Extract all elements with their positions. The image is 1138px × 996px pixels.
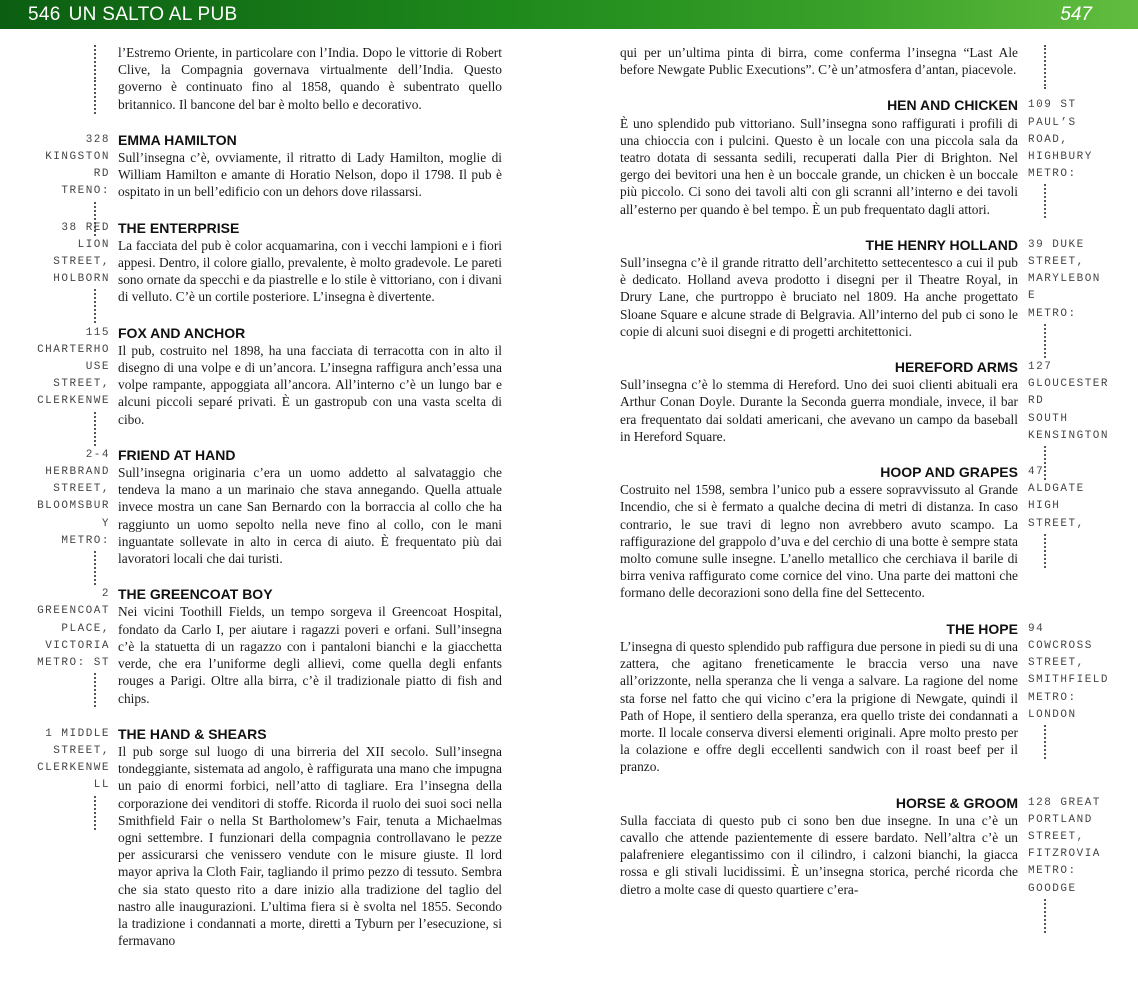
- address-line: 127: [1028, 361, 1053, 374]
- address-line: SOUTH: [1028, 412, 1069, 425]
- pub-entry: [0, 132, 520, 201]
- address-line: ALDGATE: [1028, 483, 1085, 496]
- intro-entry: [0, 44, 520, 113]
- address-line: RD: [93, 168, 110, 181]
- address-line: 2-4: [85, 448, 110, 461]
- pub-address: [0, 220, 110, 324]
- address-line: TRENO:: [61, 185, 110, 198]
- address-line: GREENCOAT: [37, 605, 110, 618]
- right-page: [620, 44, 1138, 898]
- address-line: E: [1028, 290, 1037, 303]
- pub-name: THE GREENCOAT BOY: [118, 586, 273, 603]
- pub-name: HEN AND CHICKEN: [887, 97, 1018, 114]
- address-line: BLOOMSBUR: [37, 500, 110, 513]
- address-line: STREET,: [1028, 256, 1085, 269]
- pub-address: [1028, 464, 1138, 568]
- pub-address: [1028, 237, 1138, 358]
- left-page-number: 546: [28, 4, 61, 25]
- address-line: 128 GREAT: [1028, 796, 1101, 809]
- address-line: METRO:: [1028, 691, 1077, 704]
- address-line: METRO:: [1028, 865, 1077, 878]
- address-line: 39 DUKE: [1028, 238, 1085, 251]
- dotted-rule: [1044, 45, 1046, 89]
- address-line: LL: [93, 779, 110, 792]
- address-line: LONDON: [1028, 708, 1077, 721]
- pub-description: È uno splendido pub vittoriano. Sull’insegna sono raffigurati i profili di una chioccia con i pulcini. Questo è un locale con una piccola sala da teatro dotata di sessanta sedili, recuperati dalla Pier di Brighton. Nel gergo dei bevitori una hen è un boccale grande, un chicken è un boccale più piccolo. Ci sono dei tavoli alti con gli scranni all’interno e dei tavoli all’esterno per quando è bel tempo. È un pub frequentato dagli attori.: [620, 115, 1018, 217]
- address-line: STREET,: [53, 378, 110, 391]
- entry-spacer: [620, 218, 1138, 237]
- pub-name: FRIEND AT HAND: [118, 446, 236, 463]
- address-line: 115: [85, 326, 110, 339]
- pub-entry: [0, 325, 520, 428]
- address-line: PLACE,: [61, 622, 110, 635]
- address-line: COWCROSS: [1028, 639, 1093, 652]
- intro-margin: [1028, 44, 1138, 89]
- address-line: 1 MIDDLE: [45, 727, 110, 740]
- address-line: METRO:: [1028, 168, 1077, 181]
- address-line: STREET,: [1028, 517, 1085, 530]
- address-line: HIGHBURY: [1028, 151, 1093, 164]
- pub-address: [1028, 621, 1138, 759]
- address-line: METRO:: [61, 534, 110, 547]
- pub-name: FOX AND ANCHOR: [118, 324, 246, 341]
- address-line: Y: [101, 517, 110, 530]
- pub-entry: [0, 586, 520, 706]
- pub-name: THE HENRY HOLLAND: [865, 236, 1018, 253]
- pub-description: L’insegna di questo splendido pub raffigura due persone in piedi su di una zattera, che agitano freneticamente le braccia verso una nave all’orizzonte, nella speranza che li venga a salvare. La ragione del nome sta forse nel fatto che qui vicino c’era la prigione di Newgate, quindi il Path of Hope, il sentiero della speranza, era quello triste dei condannati a morte. Il locale conserva diversi elementi originali. Apre molto presto per la colazione e offre degli eccellenti sandwich con il roast beef per il pranzo.: [620, 638, 1018, 775]
- pub-description: Costruito nel 1598, sembra l’unico pub a essere sopravvissuto al Grande Incendio, che si è fermato a qualche decina di metri di distanza. In caso contrario, le sue travi di legno non avrebbero avuto scampo. La raffigurazione del grappolo d’uva e del cerchio di una botte è sempre stata molto comune sulle insegne. L’anello metallico che cerchiava il barile di birra veniva raffigurato come cornice del vino. Una parte dei mattoni che formano delle decorazioni sono della fine del Settecento.: [620, 482, 1018, 601]
- address-line: STREET,: [1028, 830, 1085, 843]
- address-line: METRO: ST: [37, 657, 110, 670]
- address-line: CHARTERHO: [37, 343, 110, 356]
- address-line: METRO:: [1028, 307, 1077, 320]
- dotted-rule: [94, 45, 96, 79]
- address-line: CLERKENWE: [37, 395, 110, 408]
- pub-address: [0, 447, 110, 585]
- entry-spacer: [0, 707, 520, 726]
- left-running-head: [28, 4, 238, 26]
- address-line: SMITHFIELD: [1028, 674, 1110, 687]
- address-line: CLERKENWE: [37, 762, 110, 775]
- pub-address: [1028, 97, 1138, 218]
- address-line: VICTORIA: [45, 639, 110, 652]
- pub-name: THE HAND & SHEARS: [118, 725, 267, 742]
- pub-description: Sull’insegna originaria c’era un uomo addetto al salvataggio che tendeva la mano a un marinaio che stava annegando. Quella attuale invece mostra un cane San Bernardo con la borraccia al collo che ha raggiunto un uomo sepolto nella neve fino al collo, con le mani inguantate sollevate in alto in cerca di aiuto. È frequentato più dai lavoratori locali che dai turisti.: [118, 465, 502, 567]
- pub-entry: [620, 621, 1138, 776]
- address-line: HOLBORN: [53, 273, 110, 286]
- entry-spacer: [0, 113, 520, 132]
- pub-address: [1028, 795, 1138, 933]
- address-line: USE: [85, 361, 110, 374]
- address-line: PORTLAND: [1028, 813, 1093, 826]
- address-line: 47: [1028, 466, 1045, 479]
- address-line: 109 ST: [1028, 99, 1077, 112]
- address-line: 2: [101, 588, 110, 601]
- address-line: GOODGE: [1028, 882, 1077, 895]
- page-header-bar: [0, 0, 1138, 29]
- pub-description: Il pub, costruito nel 1898, ha una facciata di terracotta con in alto il disegno di una volpe e di un’ancora. L’insegna raffigura anch’essa una volpe rampante, appoggiata all’ancora. All’interno c’è un lungo bar e alcuni piccoli separé privati. È un gastropub con una vasta scelta di cibo.: [118, 342, 502, 427]
- address-line: 94: [1028, 622, 1045, 635]
- pub-entry: [0, 726, 520, 950]
- address-line: GLOUCESTER: [1028, 378, 1110, 391]
- right-page-number: 547: [1060, 4, 1092, 25]
- pub-entry: [620, 237, 1138, 340]
- pub-description: La facciata del pub è color acquamarina, con i vecchi lampioni e i fiori appesi. Dentro, il colore giallo, prevalente, è molto gradevole. Le pareti sono ornate da specchi e da piastrelle e lo stile è vittoriano, con i divani di velluto. C’è un cortile posteriore. L’insegna è divertente.: [118, 237, 502, 305]
- address-line: MARYLEBON: [1028, 273, 1101, 286]
- address-line: FITZROVIA: [1028, 848, 1101, 861]
- address-line: RD: [1028, 395, 1045, 408]
- dotted-rule: [94, 673, 96, 707]
- pub-entry: [620, 464, 1138, 602]
- address-line: STREET,: [53, 256, 110, 269]
- address-line: STREET,: [53, 744, 110, 757]
- dotted-rule: [94, 80, 96, 114]
- pub-name: HORSE & GROOM: [895, 794, 1018, 811]
- entry-spacer: [620, 602, 1138, 621]
- pub-description: Sull’insegna c’è, ovviamente, il ritratto di Lady Hamilton, moglie di William Hamilton e amante di Horatio Nelson, dopo il 1798. Il pub è ospitato in un bell’edificio con un dehors dove rilassarsi.: [118, 150, 502, 200]
- pub-description: Nei vicini Toothill Fields, un tempo sorgeva il Greencoat Hospital, fondato da Carlo I, per aiutare i ragazzi poveri e orfani. Sull’insegna c’è la statuetta di un ragazzo con i pantaloni bianchi e la giacchetta verde, che era l’uniforme degli allievi, come quella degli enfants rouges a Parigi. Oltre alla birra, c’è il tradizionale piatto di fish and chips.: [118, 604, 502, 706]
- pub-name: THE ENTERPRISE: [118, 219, 240, 236]
- pub-description: Il pub sorge sul luogo di una birreria del XII secolo. Sull’insegna tondeggiante, sistemata ad angolo, è raffigurata una mano che impugna un paio di enormi forbici, nell’atto di tagliare. Era l’insegna della corporazione dei venditori di stoffe. Ricorda il ruolo dei suoi soci nella Smithfield Fair o nella St Bartholomew’s Fair, tenuta a Michaelmas ogni settembre. I funzionari della compagnia controllavano le pezze per assicurarsi che venissero vendute con le misure giuste. Il lord mayor apriva la Cloth Fair, tagliando il primo pezzo di tessuto. Sembra che sia stato questo rito a dare inizio alla tradizione del taglio del nastro alle inaugurazioni. L’ultima fiera si è svolta nel 1855. Secondo la tradizione i condannati a morte, diretti a Tyburn per l’esecuzione, si fermavano: [118, 743, 502, 949]
- pub-address: [0, 726, 110, 830]
- pub-description: Sull’insegna c’è lo stemma di Hereford. Uno dei suoi clienti abituali era Arthur Conan Doyle. Durante la Seconda guerra mondiale, invece, il bar era frequentato dai soldati americani, che avevano un campo da baseball in Hereford Square.: [620, 377, 1018, 444]
- pub-name: THE HOPE: [946, 620, 1018, 637]
- chapter-title: UN SALTO AL PUB: [68, 4, 238, 25]
- pub-address: [1028, 359, 1138, 480]
- dotted-rule: [94, 796, 96, 830]
- pub-entry: [620, 359, 1138, 445]
- pub-description: Sull’insegna c’è il grande ritratto dell’architetto settecentesco a cui il pub è dedicato. Holland aveva prodotto i disegni per il Theatre Royal, in Drury Lane, che purtroppo è bruciato nel 1809. Ha anche progettato Sloane Square e alcune strade di Belgravia. All’interno del pub ci sono le copie di alcuni suoi disegni e di progetti architettonici.: [620, 255, 1018, 339]
- address-line: KENSINGTON: [1028, 429, 1110, 442]
- pub-address: [0, 586, 110, 707]
- pub-entry: [0, 220, 520, 306]
- dotted-rule: [94, 551, 96, 585]
- pub-name: EMMA HAMILTON: [118, 131, 237, 148]
- intro-text: l’Estremo Oriente, in particolare con l’India. Dopo le vittorie di Robert Clive, la Compagnia governava virtualmente dell’India. Questo governo è continuato fino al 1858, quando è subentrato quello britannico. Il bancone del bar è molto bello e decorativo.: [118, 45, 502, 112]
- address-line: PAUL’S: [1028, 116, 1077, 129]
- pub-entry: [620, 795, 1138, 898]
- intro-margin: [0, 44, 110, 114]
- dotted-rule: [1044, 899, 1046, 933]
- dotted-rule: [1044, 324, 1046, 358]
- pub-entry: [0, 447, 520, 567]
- dotted-rule: [1044, 534, 1046, 568]
- address-line: LION: [77, 238, 110, 251]
- dotted-rule: [1044, 184, 1046, 218]
- address-line: HIGH: [1028, 500, 1061, 513]
- pub-address: [0, 325, 110, 446]
- dotted-rule: [94, 412, 96, 446]
- address-line: STREET,: [53, 483, 110, 496]
- address-line: 328: [85, 133, 110, 146]
- address-line: 38 RED: [61, 221, 110, 234]
- pub-name: HEREFORD ARMS: [894, 359, 1018, 376]
- pub-name: HOOP AND GRAPES: [880, 464, 1018, 481]
- address-line: STREET,: [1028, 657, 1085, 670]
- intro-entry: [620, 44, 1138, 78]
- address-line: KINGSTON: [45, 151, 110, 164]
- dotted-rule: [1044, 725, 1046, 759]
- entry-spacer: [620, 776, 1138, 795]
- intro-text: qui per un’ultima pinta di birra, come conferma l’insegna “Last Ale before Newgate Public Executions”. C’è un’atmosfera d’antan, piacevole.: [620, 45, 1018, 78]
- address-line: HERBRAND: [45, 466, 110, 479]
- pub-description: Sulla facciata di questo pub ci sono ben due insegne. In una c’è un cavallo che attende pazientemente di essere bardato. Nell’altra c’è un palafreniere elegantissimo con il cilindro, i calzoni bianchi, la giacca rossa e gli stivali lucidissimi. È un’insegna storica, perché ricorda che dietro a molte case di questo quartiere c’era-: [620, 812, 1018, 897]
- left-page: [0, 44, 520, 949]
- address-line: ROAD,: [1028, 133, 1069, 146]
- pub-entry: [620, 97, 1138, 217]
- dotted-rule: [94, 289, 96, 323]
